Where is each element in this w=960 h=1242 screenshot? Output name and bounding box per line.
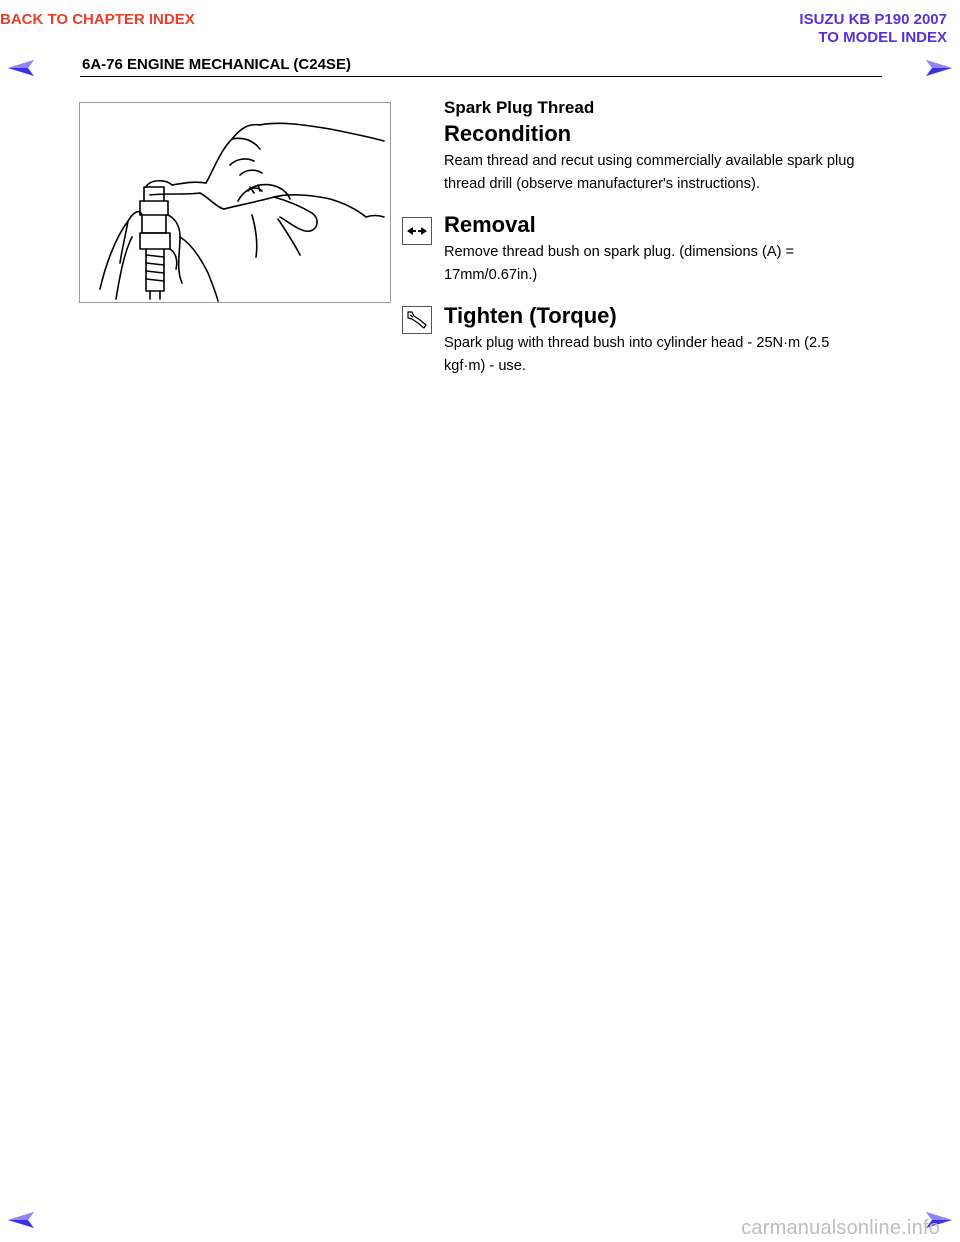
- back-to-chapter-index-link[interactable]: BACK TO CHAPTER INDEX: [0, 11, 195, 28]
- to-model-index-link[interactable]: TO MODEL INDEX: [818, 29, 947, 46]
- removal-text: Remove thread bush on spark plug. (dimensions (A) = 17mm/0.67in.): [444, 244, 795, 283]
- tighten-text: Spark plug with thread bush into cylinder head - 25N·m (2.5 kgf·m) - use.: [444, 335, 830, 374]
- header-divider: [80, 76, 882, 77]
- removal-heading: Removal: [444, 212, 536, 237]
- spark-plug-illustration: [80, 103, 390, 302]
- tighten-heading: Tighten (Torque): [444, 303, 617, 328]
- recondition-text: Ream thread and recut using commercially available spark plug thread drill (observe manufacturer's instructions).: [444, 153, 855, 192]
- removal-arrows-icon: [402, 217, 432, 245]
- page-header-title: 6A-76 ENGINE MECHANICAL (C24SE): [82, 56, 351, 73]
- prev-page-bottom-arrow-icon[interactable]: [6, 1210, 36, 1230]
- model-title-link[interactable]: ISUZU KB P190 2007: [799, 11, 947, 28]
- next-page-arrow-icon[interactable]: [924, 58, 954, 78]
- torque-wrench-icon: [402, 306, 432, 334]
- section-subheading: Spark Plug Thread: [444, 98, 595, 117]
- prev-page-arrow-icon[interactable]: [6, 58, 36, 78]
- recondition-heading: Recondition: [444, 121, 572, 146]
- watermark-logo: carmanualsonline.info: [741, 1217, 940, 1239]
- spark-plug-figure: [79, 102, 391, 303]
